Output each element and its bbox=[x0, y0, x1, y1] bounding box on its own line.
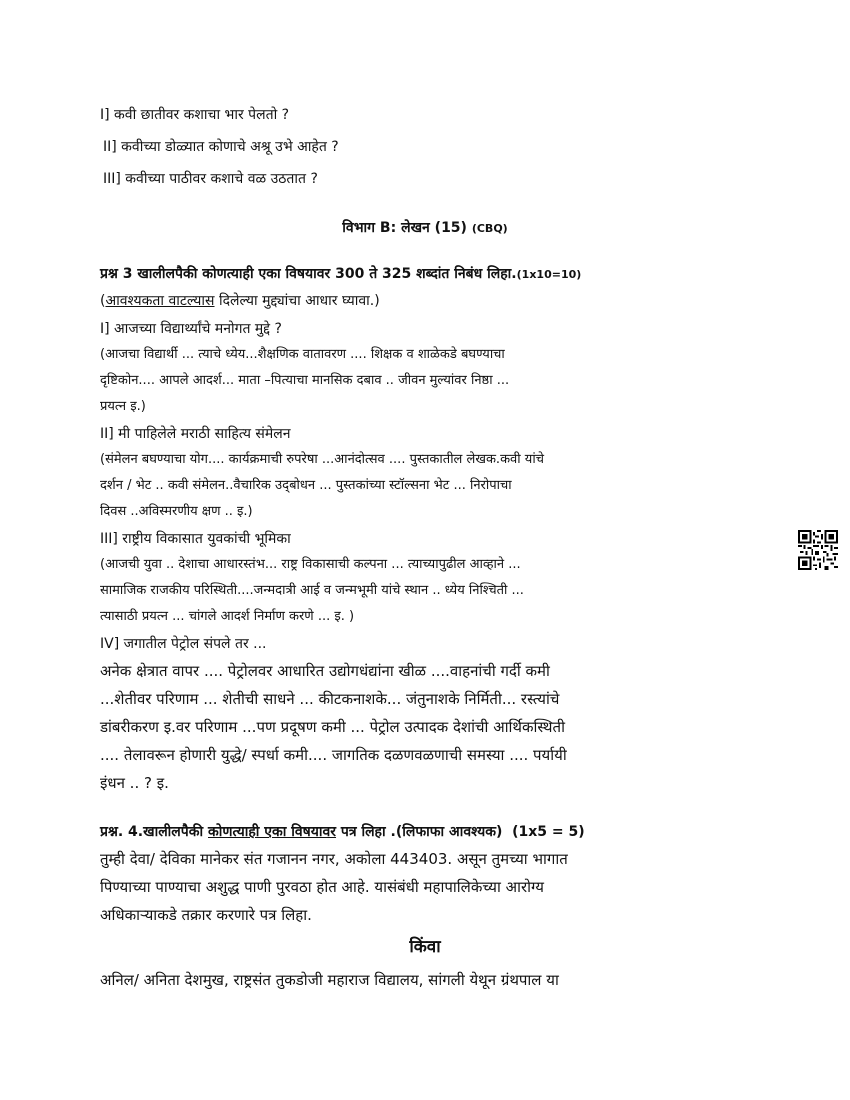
question-4-heading bbox=[100, 823, 585, 841]
topic-3-point-2: सामाजिक राजकीय परिस्थिती....जन्मदात्री आई व जन्मभूमी यांचे स्थान .. ध्येय निश्चिती ... bbox=[100, 583, 524, 598]
poem-question-2: II] कवीच्या डोळ्यात कोणाचे अश्रू उभे आहेत ? bbox=[103, 139, 339, 155]
topic-4-point-1: अनेक क्षेत्रात वापर .... पेट्रोलवर आधारित उद्योगधंद्यांना खीळ ....वाहनांची गर्दी कमी bbox=[100, 662, 550, 680]
topic-2-title: II] मी पाहिलेले मराठी साहित्य संमेलन bbox=[100, 426, 291, 442]
topic-4-title: IV] जगातील पेट्रोल संपले तर ... bbox=[100, 636, 267, 652]
topic-2-point-2: दर्शन / भेट .. कवी संमेलन..वैचारिक उद्‌बोधन ... पुस्तकांच्या स्टॉल्सना भेट ... निरोपाचा bbox=[100, 478, 512, 493]
topic-4-point-3: डांबरीकरण इ.वर परिणाम ...पण प्रदूषण कमी ... पेट्रोल उत्पादक देशांची आर्थिकस्थिती bbox=[100, 718, 565, 736]
question-4-text-b: पत्र लिहा .(लिफाफा आवश्यक) bbox=[336, 824, 503, 840]
note-rest: दिलेल्या मुद्द्यांचा आधार घ्यावा.) bbox=[214, 293, 380, 309]
question-4-text-a: प्रश्न. 4.खालीलपैकी bbox=[100, 824, 209, 840]
poem-question-3: III] कवीच्या पाठीवर कशाचे वळ उठतात ? bbox=[103, 171, 318, 187]
or-label: किंवा bbox=[409, 937, 441, 957]
topic-2-point-3: दिवस ..अविस्मरणीय क्षण .. इ.) bbox=[100, 504, 253, 519]
letter-2-line-1: अनिल/ अनिता देशमुख, राष्ट्रसंत तुकडोजी महाराज विद्यालय, सांगली येथून ग्रंथपाल या bbox=[100, 971, 559, 989]
question-4-marks: (1x5 = 5) bbox=[512, 824, 585, 840]
topic-3-point-3: त्यासाठी प्रयत्न ... चांगले आदर्श निर्माण करणे ... इ. ) bbox=[100, 609, 355, 624]
topic-4-point-5: इंधन .. ? इ. bbox=[100, 774, 169, 792]
note-open: ( bbox=[100, 293, 106, 309]
letter-1-line-1: तुम्ही देवा/ देविका मानेकर संत गजानन नगर, अकोला 443403. असून तुमच्या भागात bbox=[100, 850, 568, 868]
poem-question-1: I] कवी छातीवर कशाचा भार पेलतो ? bbox=[100, 107, 290, 123]
topic-3-title: III] राष्ट्रीय विकासात युवकांची भूमिका bbox=[100, 531, 291, 547]
section-b-heading bbox=[0, 219, 850, 238]
section-b-marks: (15) bbox=[434, 220, 467, 236]
topic-4-point-4: .... तेलावरून होणारी युद्धे/ स्पर्धा कमी.... जागतिक दळणवळणाची समस्या .... पर्यायी bbox=[100, 746, 567, 764]
letter-1-line-3: अधिकाऱ्याकडे तक्रार करणारे पत्र लिहा. bbox=[100, 906, 312, 924]
topic-1-point-2: दृष्टिकोन.... आपले आदर्श... माता –पित्याचा मानसिक दबाव .. जीवन मुल्यांवर निष्ठा ... bbox=[100, 373, 510, 388]
section-b-tag: (CBQ) bbox=[471, 222, 508, 235]
topic-4-point-2: ...शेतीवर परिणाम ... शेतीची साधने ... कीटकनाशके... जंतुनाशके निर्मिती... रस्त्यांचे bbox=[100, 690, 560, 708]
question-3-note bbox=[100, 292, 380, 310]
topic-1-title: I] आजच्या विद्यार्थ्यांचे मनोगत मुद्दे ? bbox=[100, 321, 282, 337]
topic-1-point-1: (आजचा विद्यार्थी ... त्याचे ध्येय...शैक्षणिक वातावरण .... शिक्षक व शाळेकडे बघण्याचा bbox=[100, 347, 505, 362]
qr-code-icon bbox=[798, 530, 838, 570]
topic-2-point-1: (संमेलन बघण्याचा योग.... कार्यक्रमाची रुपरेषा ...आनंदोत्सव .... पुस्तकातील लेखक.कवी यांचे bbox=[100, 452, 544, 467]
letter-1-line-2: पिण्याच्या पाण्याचा अशुद्ध पाणी पुरवठा होत आहे. यासंबंधी महापालिकेच्या आरोग्य bbox=[100, 878, 544, 896]
topic-3-point-1: (आजची युवा .. देशाचा आधारस्तंभ... राष्ट्र विकासाची कल्पना ... त्याच्यापुढील आव्हाने ... bbox=[100, 557, 521, 572]
topic-1-point-3: प्रयत्न इ.) bbox=[100, 399, 146, 414]
note-underlined: आवश्यकता वाटल्यास bbox=[105, 293, 215, 309]
section-b-title: विभाग B: लेखन bbox=[342, 220, 430, 236]
question-3-marks: (1x10=10) bbox=[516, 268, 582, 281]
question-4-underlined: कोणत्याही एका विषयावर bbox=[208, 824, 337, 840]
question-3-heading bbox=[100, 265, 581, 284]
question-3-text: प्रश्न 3 खालीलपैकी कोणत्याही एका विषयावर 300 ते 325 शब्दांत निबंध लिहा. bbox=[100, 266, 517, 282]
